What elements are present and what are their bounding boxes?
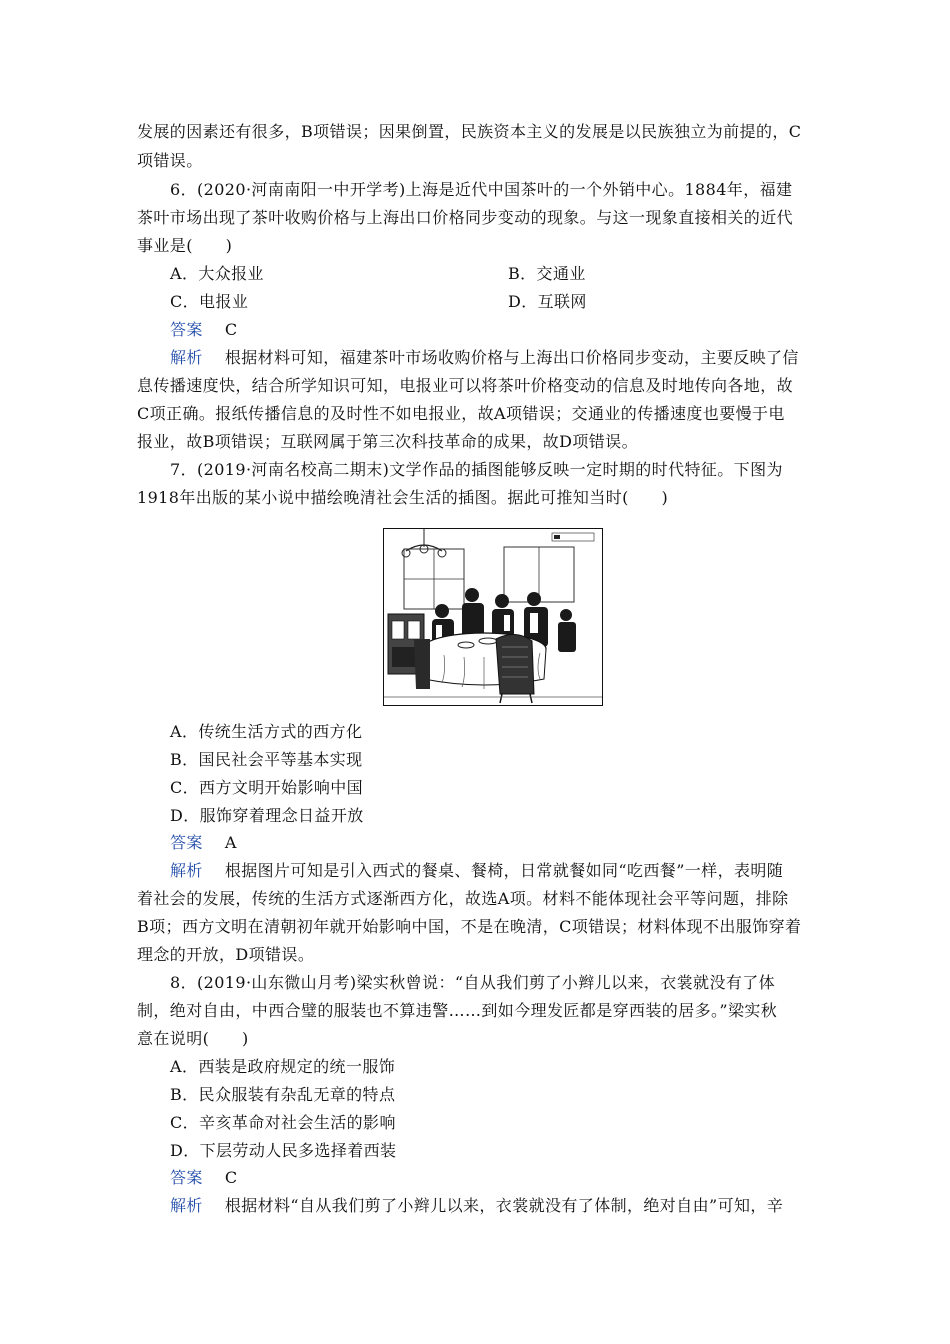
paragraph-line: 项错误。 xyxy=(137,151,203,170)
question-7-stem: 1918年出版的某小说中描绘晚清社会生活的插图。据此可推知当时( ) xyxy=(137,488,669,507)
answer-row xyxy=(170,1168,237,1188)
answer-value: A xyxy=(224,833,237,852)
analysis-line xyxy=(170,348,850,368)
question-6-stem: 6．(2020·河南南阳一中开学考)上海是近代中国茶叶的一个外销中心。1884年，福建 xyxy=(170,180,793,199)
option-a: A．西装是政府规定的统一服饰 xyxy=(170,1057,396,1076)
option-d: D．下层劳动人民多选择着西装 xyxy=(170,1141,397,1160)
option-d: D．服饰穿着理念日益开放 xyxy=(170,806,364,825)
analysis-label: 解析 xyxy=(170,348,203,367)
answer-row xyxy=(170,320,237,340)
option-b: B．交通业 xyxy=(508,264,586,283)
question-6-stem: 茶叶市场出现了茶叶收购价格与上海出口价格同步变动的现象。与这一现象直接相关的近代 xyxy=(137,208,794,227)
option-a: A．传统生活方式的西方化 xyxy=(170,722,363,741)
option-b: B．民众服装有杂乱无章的特点 xyxy=(170,1085,396,1104)
analysis-label: 解析 xyxy=(170,1196,203,1215)
analysis-line: 息传播速度快，结合所学知识可知，电报业可以将茶叶价格变动的信息及时地传向各地，故 xyxy=(137,376,794,395)
option-d: D．互联网 xyxy=(508,292,587,311)
analysis-line: C项正确。报纸传播信息的及时性不如电报业，故A项错误；交通业的传播速度也要慢于电 xyxy=(137,404,785,423)
question-6-stem: 事业是( ) xyxy=(137,236,233,255)
analysis-text: 根据材料可知，福建茶叶市场收购价格与上海出口价格同步变动，主要反映了信 xyxy=(224,348,799,367)
question-8-stem: 8．(2019·山东微山月考)梁实秋曾说：“自从我们剪了小辫儿以来，衣裳就没有了体 xyxy=(170,973,776,992)
question-7-stem: 7．(2019·河南名校高二期末)文学作品的插图能够反映一定时期的时代特征。下图为 xyxy=(170,460,783,479)
paragraph-line: 发展的因素还有很多，B项错误；因果倒置，民族资本主义的发展是以民族独立为前提的，C xyxy=(137,122,802,141)
option-b: B．国民社会平等基本实现 xyxy=(170,750,363,769)
analysis-text: 根据图片可知是引入西式的餐桌、餐椅，日常就餐如同“吃西餐”一样，表明随 xyxy=(224,861,784,880)
dining-illustration xyxy=(383,528,603,706)
illustration-drawing xyxy=(384,529,602,705)
answer-label: 答案 xyxy=(170,833,203,852)
answer-value: C xyxy=(224,1168,238,1187)
analysis-text: 根据材料“自从我们剪了小辫儿以来，衣裳就没有了体制，绝对自由”可知，辛 xyxy=(224,1196,784,1215)
analysis-label: 解析 xyxy=(170,861,203,880)
analysis-line: 着社会的发展，传统的生活方式逐渐西方化，故选A项。材料不能体现社会平等问题，排除 xyxy=(137,889,789,908)
option-c: C．电报业 xyxy=(170,292,249,311)
analysis-line: 报业，故B项错误；互联网属于第三次科技革命的成果，故D项错误。 xyxy=(137,432,638,451)
analysis-line xyxy=(170,861,850,881)
option-c: C．辛亥革命对社会生活的影响 xyxy=(170,1113,396,1132)
question-8-stem: 意在说明( ) xyxy=(137,1029,249,1048)
answer-label: 答案 xyxy=(170,320,203,339)
analysis-line: 理念的开放，D项错误。 xyxy=(137,945,315,964)
analysis-line xyxy=(170,1196,850,1216)
answer-label: 答案 xyxy=(170,1168,203,1187)
answer-value: C xyxy=(224,320,238,339)
analysis-line: B项；西方文明在清朝初年就开始影响中国，不是在晚清，C项错误；材料体现不出服饰穿着 xyxy=(137,917,802,936)
option-c: C．西方文明开始影响中国 xyxy=(170,778,364,797)
option-a: A．大众报业 xyxy=(170,264,264,283)
question-8-stem: 制，绝对自由，中西合璧的服装也不算违警……到如今理发匠都是穿西装的居多。”梁实秋 xyxy=(137,1001,778,1020)
answer-row xyxy=(170,833,237,853)
